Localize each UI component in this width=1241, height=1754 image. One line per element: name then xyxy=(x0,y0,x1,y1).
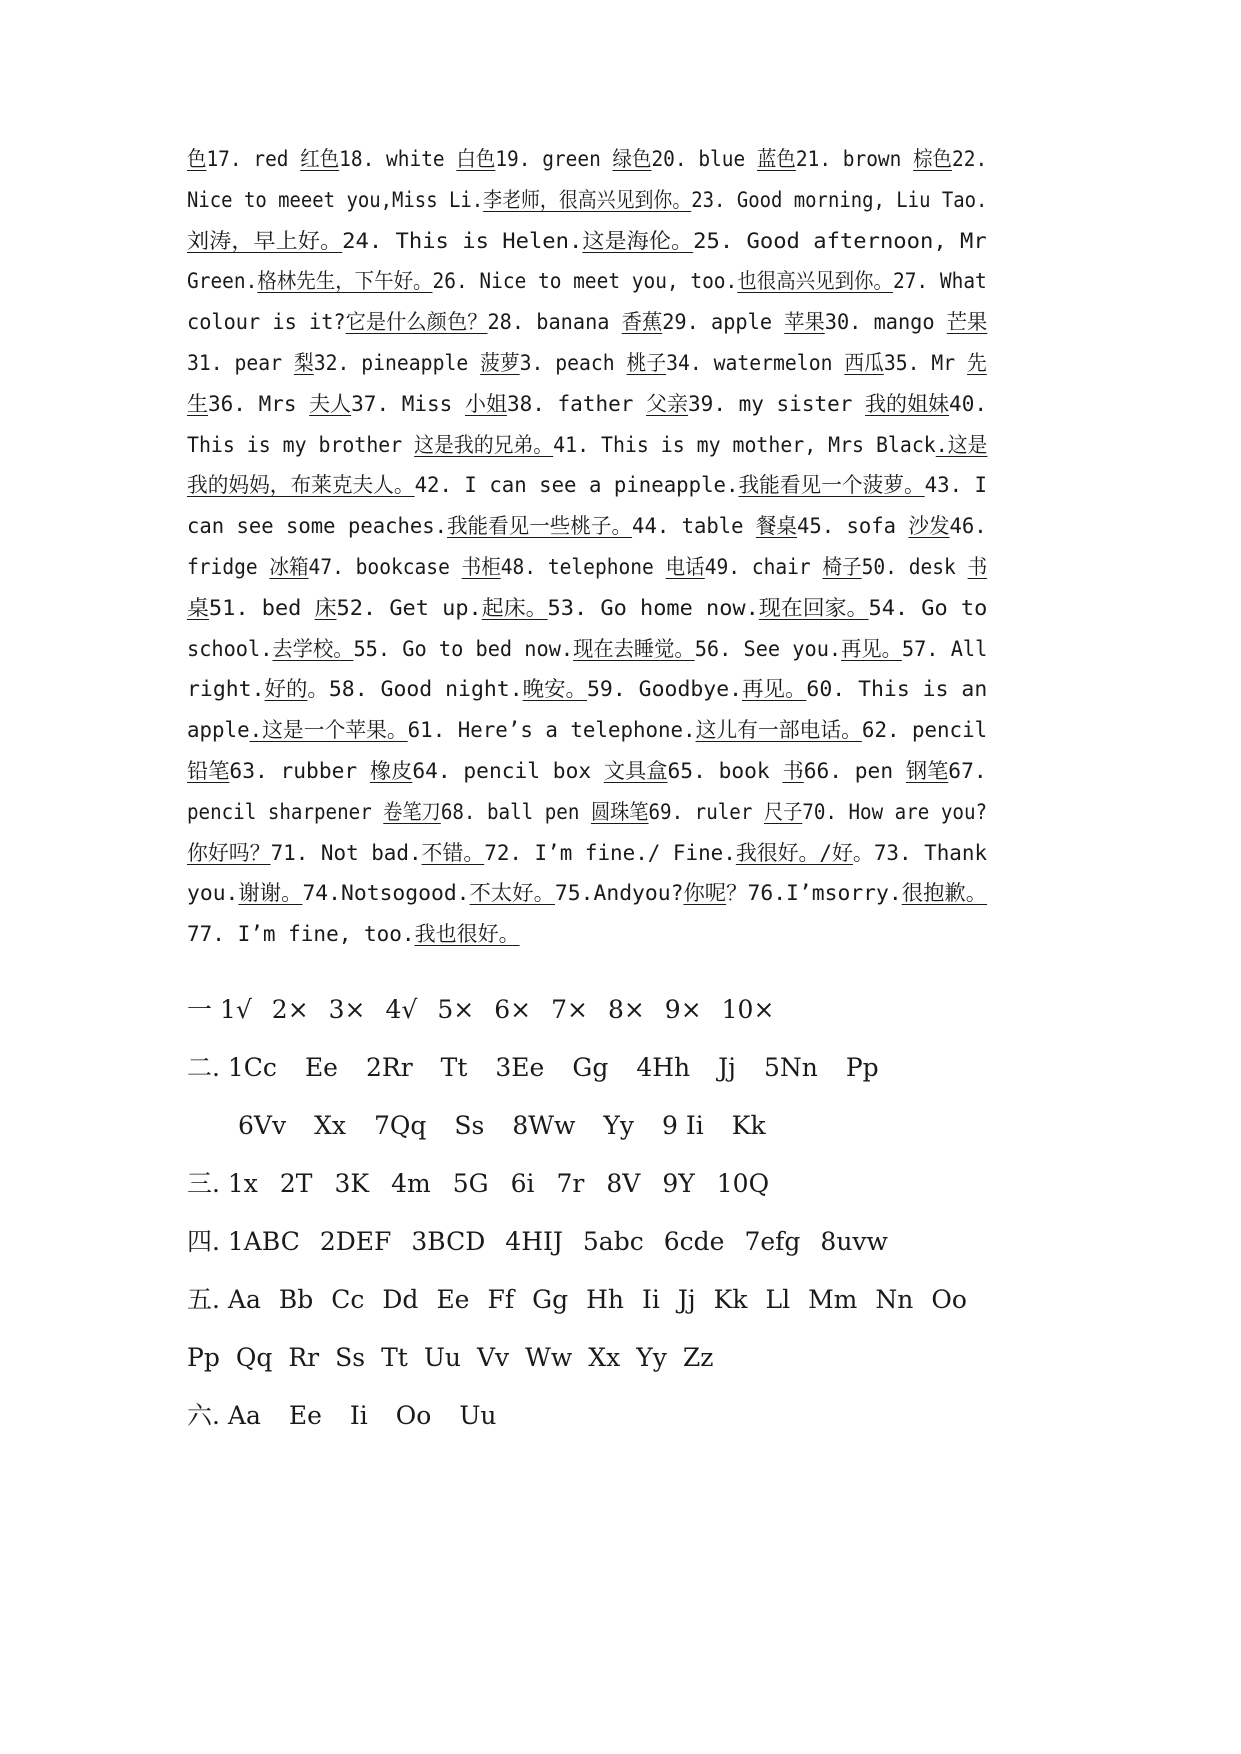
answer-item: Ww xyxy=(525,1343,573,1372)
prompt-text: colour is it? xyxy=(187,310,346,335)
answer-item: 四. 1ABC xyxy=(187,1227,300,1256)
answer-item: Ee xyxy=(288,1401,322,1430)
prompt-text: 37. Miss xyxy=(351,391,465,416)
prompt-text: 65. book xyxy=(667,759,783,783)
answer-item: Kk xyxy=(713,1285,748,1314)
answer-item: Pp xyxy=(187,1343,220,1372)
chinese-answer: 再见。 xyxy=(742,677,807,702)
chinese-answer: .这是 xyxy=(935,432,988,457)
answer-line xyxy=(187,1166,769,1202)
prompt-text: 17. red xyxy=(206,147,301,171)
chinese-answer: 李老师，很高兴见到你。 xyxy=(483,187,692,212)
prompt-text: 24. This is Helen. xyxy=(342,228,583,253)
chinese-answer: 西瓜 xyxy=(844,351,884,375)
chinese-answer: 文具盒 xyxy=(603,759,668,783)
prompt-text: 51. bed xyxy=(208,595,315,620)
chinese-answer: 椅子 xyxy=(822,555,862,579)
chinese-answer: 卷笔刀 xyxy=(383,799,441,824)
chinese-answer: 好的 xyxy=(264,677,308,702)
answer-item: Oo xyxy=(395,1401,432,1430)
vocab-line xyxy=(187,266,987,296)
prompt-text: 45. sofa xyxy=(796,514,909,539)
answer-item: 2T xyxy=(279,1169,313,1198)
chinese-answer: 不错。 xyxy=(421,840,485,865)
prompt-text: pencil sharpener xyxy=(187,799,384,824)
chinese-answer: 书 xyxy=(782,759,804,783)
prompt-text: 74.Notsogood. xyxy=(302,881,470,906)
answer-item: Yy xyxy=(603,1111,635,1140)
prompt-text: 47. bookcase xyxy=(308,555,462,579)
chinese-answer: 白色 xyxy=(456,147,496,171)
prompt-text: 64. pencil box xyxy=(412,759,604,783)
prompt-text: 69. ruler xyxy=(648,799,764,824)
answer-item: Xx xyxy=(588,1343,621,1372)
prompt-text: 56. See you. xyxy=(694,636,842,661)
answer-item: 五. Aa xyxy=(187,1285,261,1314)
chinese-answer: 铅笔 xyxy=(187,759,230,783)
answer-item: 7Qq xyxy=(374,1111,427,1140)
answer-item: Jj xyxy=(677,1285,696,1314)
vocab-line xyxy=(187,430,987,460)
vocab-line xyxy=(187,144,987,174)
answer-item: 一 1√ xyxy=(187,995,252,1024)
answer-item: Qq xyxy=(235,1343,273,1372)
vocab-line xyxy=(187,674,987,704)
answer-item: 三. 1x xyxy=(187,1169,258,1198)
answer-item: Tt xyxy=(440,1053,468,1082)
answer-item: Hh xyxy=(586,1285,624,1314)
chinese-answer: 我能看见一个菠萝。 xyxy=(738,473,925,498)
prompt-text: 70. How are you? xyxy=(802,799,988,824)
chinese-answer: 生 xyxy=(187,391,208,416)
prompt-text: 54. Go to xyxy=(868,595,988,620)
chinese-answer: 晚安。 xyxy=(522,677,588,702)
vocab-line xyxy=(187,838,987,868)
vocab-line xyxy=(187,878,987,908)
answer-item: 7× xyxy=(551,995,588,1024)
answer-line xyxy=(187,1398,497,1434)
chinese-answer: 刘涛，早上好。 xyxy=(187,228,343,253)
answer-item: Ee xyxy=(436,1285,470,1314)
chinese-answer: 你好吗？ xyxy=(187,840,271,865)
prompt-text: 59. Goodbye. xyxy=(587,677,743,702)
vocab-line xyxy=(187,919,520,949)
answer-item: 7efg xyxy=(744,1227,801,1256)
chinese-answer: 圆珠笔 xyxy=(590,799,649,824)
chinese-answer: 去学校。 xyxy=(272,636,354,661)
answer-item: Nn xyxy=(875,1285,914,1314)
prompt-text: 23. Good morning, Liu Tao. xyxy=(691,187,988,212)
chinese-answer: 我的妈妈，布莱克夫人。 xyxy=(187,473,415,498)
prompt-text: 61. Here’s a telephone. xyxy=(407,718,696,743)
prompt-text: 28. banana xyxy=(487,310,622,335)
prompt-text: 53. Go home now. xyxy=(547,595,759,620)
prompt-text: 42. I can see a pineapple. xyxy=(414,473,739,498)
answer-item: 4Hh xyxy=(636,1053,691,1082)
answer-item: 5G xyxy=(452,1169,489,1198)
prompt-text: 48. telephone xyxy=(500,555,666,579)
vocab-line xyxy=(187,756,987,786)
prompt-text: 26. Nice to meet you, too. xyxy=(432,269,738,294)
chinese-answer: 尺子 xyxy=(763,799,803,824)
answer-item: Jj xyxy=(718,1053,736,1082)
chinese-answer: 你呢 xyxy=(683,881,727,906)
prompt-text: you. xyxy=(187,881,239,906)
prompt-text: can see some peaches. xyxy=(187,514,447,539)
answer-item: Pp xyxy=(845,1053,879,1082)
answer-item: Ll xyxy=(765,1285,791,1314)
answer-item: 7r xyxy=(556,1169,585,1198)
prompt-text: 。73. Thank xyxy=(852,840,988,865)
chinese-answer: 桃子 xyxy=(626,351,667,375)
answer-item: Mm xyxy=(808,1285,858,1314)
vocab-line xyxy=(187,389,987,419)
chinese-answer: 书柜 xyxy=(461,555,501,579)
chinese-answer: 父亲 xyxy=(646,391,689,416)
chinese-answer: 桌 xyxy=(187,595,209,620)
prompt-text: 36. Mrs xyxy=(208,391,310,416)
prompt-text: 67. xyxy=(948,759,987,783)
chinese-answer: 格林先生，下午好。 xyxy=(257,269,433,294)
answer-item: Dd xyxy=(382,1285,419,1314)
prompt-text: 72. I’m fine./ Fine. xyxy=(484,840,736,865)
prompt-text: apple xyxy=(187,718,250,743)
answer-item: Ss xyxy=(335,1343,366,1372)
chinese-answer: 床 xyxy=(314,595,337,620)
answer-item: Ii xyxy=(349,1401,368,1430)
answer-item: Uu xyxy=(459,1401,497,1430)
chinese-answer: 色 xyxy=(187,147,207,171)
prompt-text: 50. desk xyxy=(861,555,968,579)
vocab-line xyxy=(187,593,987,623)
chinese-answer: 也很高兴见到你。 xyxy=(737,269,893,294)
chinese-answer: 现在去睡觉。 xyxy=(573,636,695,661)
chinese-answer: 这是我的兄弟。 xyxy=(414,432,554,457)
answer-item: 6cde xyxy=(663,1227,725,1256)
prompt-text: 46. xyxy=(949,514,987,539)
chinese-answer: .这是一个苹果。 xyxy=(249,718,408,743)
answer-item: 3× xyxy=(328,995,366,1024)
answer-item: Gg xyxy=(572,1053,609,1082)
answer-item: 5Nn xyxy=(763,1053,818,1082)
prompt-text: 3. peach xyxy=(519,351,627,375)
prompt-text: Nice to meeet you,Miss Li. xyxy=(187,187,484,212)
chinese-answer: 这儿有一部电话。 xyxy=(695,718,862,743)
prompt-text: This is my brother xyxy=(187,432,415,457)
answer-item: 3K xyxy=(334,1169,370,1198)
prompt-text: 62. pencil xyxy=(861,718,988,743)
prompt-text: 66. pen xyxy=(803,759,906,783)
chinese-answer: 不太好。 xyxy=(469,881,555,906)
answer-item: Rr xyxy=(288,1343,320,1372)
answer-item: 8Ww xyxy=(512,1111,576,1140)
answer-item: 5abc xyxy=(582,1227,644,1256)
chinese-answer: 先 xyxy=(967,351,987,375)
answer-item: 8V xyxy=(606,1169,641,1198)
prompt-text: 41. This is my mother, Mrs Black xyxy=(553,432,936,457)
answer-item: 10× xyxy=(721,995,775,1024)
answer-item: 8× xyxy=(607,995,645,1024)
answer-item: 8uvw xyxy=(820,1227,888,1256)
answer-item: 10Q xyxy=(716,1169,770,1198)
prompt-text: fridge xyxy=(187,555,270,579)
answer-item: Oo xyxy=(931,1285,967,1314)
chinese-answer: 钢笔 xyxy=(905,759,949,783)
prompt-text: 21. brown xyxy=(795,147,914,171)
answer-item: Ss xyxy=(454,1111,485,1140)
chinese-answer: 我能看见一些桃子。 xyxy=(446,514,633,539)
chinese-answer: 小姐 xyxy=(464,391,507,416)
prompt-text: 31. pear xyxy=(187,351,294,375)
chinese-answer: 我很好。/好 xyxy=(735,840,853,865)
prompt-text: 68. ball pen xyxy=(440,799,591,824)
chinese-answer: 餐桌 xyxy=(755,514,797,539)
prompt-text: ？76.I’msorry. xyxy=(726,881,902,906)
answer-item: 9Y xyxy=(662,1169,695,1198)
chinese-answer: 现在回家。 xyxy=(758,595,869,620)
answer-line xyxy=(238,1108,766,1144)
chinese-answer: 橡皮 xyxy=(369,759,413,783)
chinese-answer: 棕色 xyxy=(913,147,953,171)
answer-item: 6i xyxy=(510,1169,535,1198)
answer-item: Kk xyxy=(731,1111,766,1140)
chinese-answer: 沙发 xyxy=(908,514,950,539)
prompt-text: 55. Go to bed now. xyxy=(353,636,574,661)
answer-item: 3BCD xyxy=(411,1227,486,1256)
answer-item: Zz xyxy=(682,1343,714,1372)
prompt-text: 。58. Good night. xyxy=(307,677,523,702)
answer-item: Bb xyxy=(278,1285,314,1314)
chinese-answer: 芒果 xyxy=(946,310,988,335)
answer-item: 4HIJ xyxy=(505,1227,563,1256)
chinese-answer: 苹果 xyxy=(784,310,825,335)
answer-item: 5× xyxy=(437,995,475,1024)
answer-item: Ee xyxy=(304,1053,338,1082)
prompt-text: right. xyxy=(187,677,265,702)
vocab-line xyxy=(187,552,987,582)
answer-item: 4m xyxy=(391,1169,431,1198)
answer-item: Ff xyxy=(487,1285,515,1314)
chinese-answer: 我也很好。 xyxy=(414,922,520,947)
prompt-text: Green. xyxy=(187,269,258,294)
answer-item: 2DEF xyxy=(319,1227,392,1256)
chinese-answer: 谢谢。 xyxy=(238,881,303,906)
answer-item: 9× xyxy=(664,995,702,1024)
chinese-answer: 冰箱 xyxy=(269,555,309,579)
answer-line xyxy=(187,1224,888,1260)
chinese-answer: 起床。 xyxy=(481,595,548,620)
chinese-answer: 菠萝 xyxy=(480,351,520,375)
answer-item: Cc xyxy=(331,1285,365,1314)
answer-item: 3Ee xyxy=(495,1053,545,1082)
chinese-answer: 我的姐妹 xyxy=(865,391,950,416)
answer-item: Vv xyxy=(476,1343,510,1372)
chinese-answer: 红色 xyxy=(300,147,340,171)
answer-item: 6× xyxy=(494,995,532,1024)
chinese-answer: 香蕉 xyxy=(621,310,663,335)
prompt-text: 25. Good afternoon, Mr xyxy=(693,228,987,253)
prompt-text: 22. xyxy=(952,147,988,171)
answer-item: Tt xyxy=(381,1343,408,1372)
prompt-text: 20. blue xyxy=(651,147,757,171)
answer-line xyxy=(187,1050,879,1086)
answer-item: 9 Ii xyxy=(662,1111,704,1140)
prompt-text: 32. pineapple xyxy=(313,351,481,375)
answer-line xyxy=(187,1282,967,1318)
prompt-text: 30. mango xyxy=(824,310,947,335)
answer-line xyxy=(187,1340,713,1376)
prompt-text: 34. watermelon xyxy=(666,351,845,375)
prompt-text: 19. green xyxy=(495,147,613,171)
answer-item: Gg xyxy=(532,1285,569,1314)
chinese-answer: 电话 xyxy=(665,555,705,579)
prompt-text: 18. white xyxy=(339,147,457,171)
chinese-answer: 书 xyxy=(967,555,988,579)
answer-item: 4√ xyxy=(385,995,418,1024)
answer-item: 二. 1Cc xyxy=(187,1053,277,1082)
prompt-text: 27. What xyxy=(892,269,987,294)
prompt-text: school. xyxy=(187,636,273,661)
prompt-text: 63. rubber xyxy=(229,759,370,783)
prompt-text: 75.Andyou? xyxy=(554,881,684,906)
prompt-text: 44. table xyxy=(632,514,756,539)
prompt-text: 49. chair xyxy=(704,555,823,579)
vocab-line xyxy=(187,511,987,541)
prompt-text: 71. Not bad. xyxy=(270,840,422,865)
vocab-line xyxy=(187,797,987,827)
prompt-text: 29. apple xyxy=(662,310,785,335)
chinese-answer: 夫人 xyxy=(309,391,352,416)
vocab-line xyxy=(187,185,987,215)
prompt-text: 57. All xyxy=(901,636,988,661)
answer-item: 6Vv xyxy=(238,1111,287,1140)
chinese-answer: 蓝色 xyxy=(756,147,796,171)
vocab-line xyxy=(187,348,987,378)
prompt-text: 39. my sister xyxy=(688,391,866,416)
answer-item: 六. Aa xyxy=(187,1401,261,1430)
chinese-answer: 它是什么颜色？ xyxy=(345,310,488,335)
chinese-answer: 很抱歉。 xyxy=(901,881,988,906)
prompt-text: 35. Mr xyxy=(883,351,968,375)
prompt-text: 52. Get up. xyxy=(336,595,482,620)
chinese-answer: 梨 xyxy=(293,351,314,375)
vocab-line xyxy=(187,226,987,256)
prompt-text: 40. xyxy=(949,391,987,416)
answer-item: 2Rr xyxy=(365,1053,413,1082)
chinese-answer: 再见。 xyxy=(841,636,902,661)
prompt-text: 60. This is an xyxy=(806,677,988,702)
answer-item: Ii xyxy=(641,1285,660,1314)
prompt-text: 77. I’m fine, too. xyxy=(187,922,415,947)
vocab-line xyxy=(187,634,987,664)
prompt-text: 38. father xyxy=(506,391,647,416)
vocab-line xyxy=(187,307,987,337)
answer-item: Xx xyxy=(314,1111,346,1140)
vocab-line xyxy=(187,715,987,745)
vocab-line xyxy=(187,470,987,500)
answer-item: 2× xyxy=(271,995,309,1024)
answer-line xyxy=(187,992,774,1028)
chinese-answer: 这是海伦。 xyxy=(582,228,694,253)
prompt-text: 43. I xyxy=(924,473,987,498)
answer-item: Yy xyxy=(636,1343,667,1372)
chinese-answer: 绿色 xyxy=(612,147,652,171)
answer-item: Uu xyxy=(423,1343,461,1372)
